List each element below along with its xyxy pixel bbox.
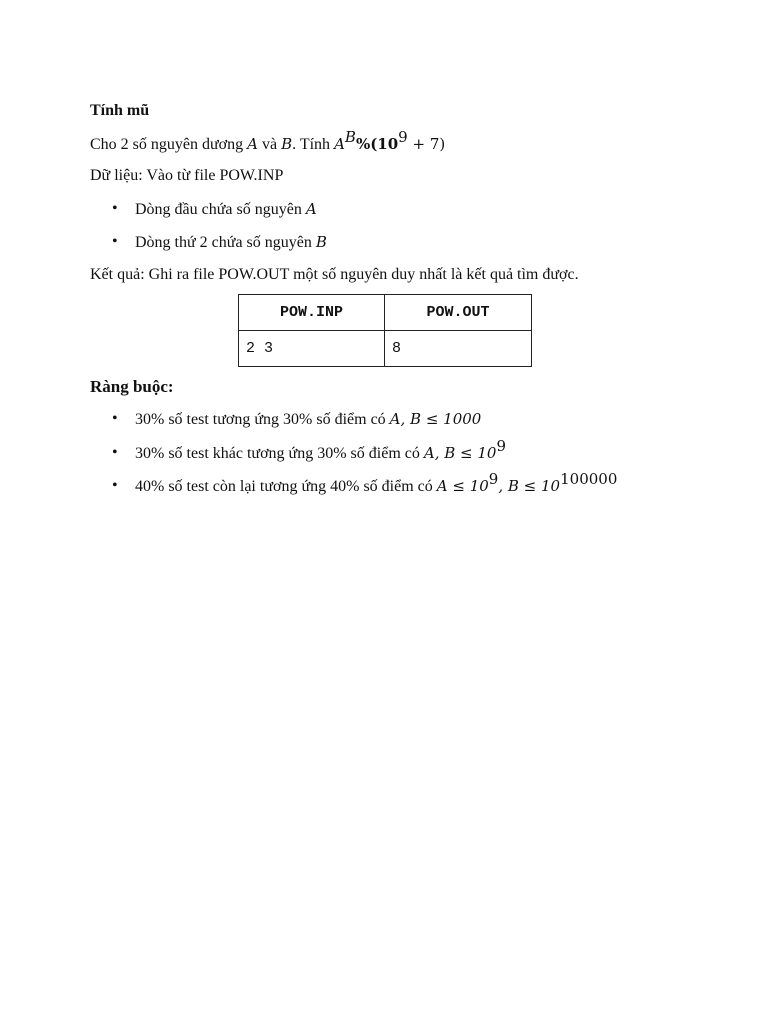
constraint-exponent-b: 100000 — [560, 470, 618, 488]
statement-and: và — [257, 136, 282, 153]
statement-prefix: Cho 2 số nguyên dương — [90, 136, 248, 153]
output-label: Kết quả: Ghi ra file POW.OUT một số nguyên duy nhất là kết quả tìm được. — [90, 266, 579, 283]
input-line-var: B — [315, 233, 327, 251]
constraint-text: 30% số test khác tương ứng 30% số điểm có — [135, 445, 424, 462]
problem-statement — [90, 128, 446, 155]
input-line-var: A — [305, 200, 317, 218]
var-b: B — [281, 135, 293, 153]
bullet-icon: • — [112, 477, 118, 494]
input-label: Dữ liệu: Vào từ file POW.INP — [90, 167, 284, 184]
constraint-exponent-a: 9 — [488, 470, 499, 488]
expr-base: A — [334, 135, 345, 153]
constraint-text: 40% số test còn lại tương ứng 40% số điểm có — [135, 478, 437, 495]
bullet-icon: • — [112, 233, 118, 250]
constraint-exponent: 9 — [496, 437, 507, 455]
constraint-text: 30% số test tương ứng 30% số điểm có — [135, 411, 390, 428]
statement-mid: . Tính — [292, 136, 335, 153]
expr-mod-exponent: 9 — [398, 128, 408, 146]
bullet-icon: • — [112, 410, 118, 427]
table-cell-output: 8 — [385, 331, 532, 367]
input-line-text: Dòng thứ 2 chứa số nguyên — [135, 234, 316, 251]
problem-title: Tính mũ — [90, 102, 150, 119]
constraint-condition-a: A ≤ 10 — [436, 477, 489, 495]
var-a: A — [247, 135, 258, 153]
table-row — [239, 331, 532, 367]
expr-mod: %(10 — [355, 135, 399, 153]
bullet-icon: • — [112, 444, 118, 461]
table-header-output: POW.OUT — [385, 295, 532, 331]
table-cell-input: 2 3 — [239, 331, 385, 367]
input-line-text: Dòng đầu chứa số nguyên — [135, 201, 306, 218]
example-table — [238, 294, 532, 367]
constraint-condition: A, B ≤ 10 — [423, 444, 497, 462]
bullet-icon: • — [112, 200, 118, 217]
expr-tail: + 7) — [407, 135, 446, 153]
constraints-title: Ràng buộc: — [90, 377, 174, 396]
constraint-condition-b: , B ≤ 10 — [498, 477, 561, 495]
table-header-row — [239, 295, 532, 331]
constraint-condition: A, B ≤ 1000 — [389, 410, 482, 428]
table-header-input: POW.INP — [239, 295, 385, 331]
expr-exponent: B — [344, 128, 356, 146]
